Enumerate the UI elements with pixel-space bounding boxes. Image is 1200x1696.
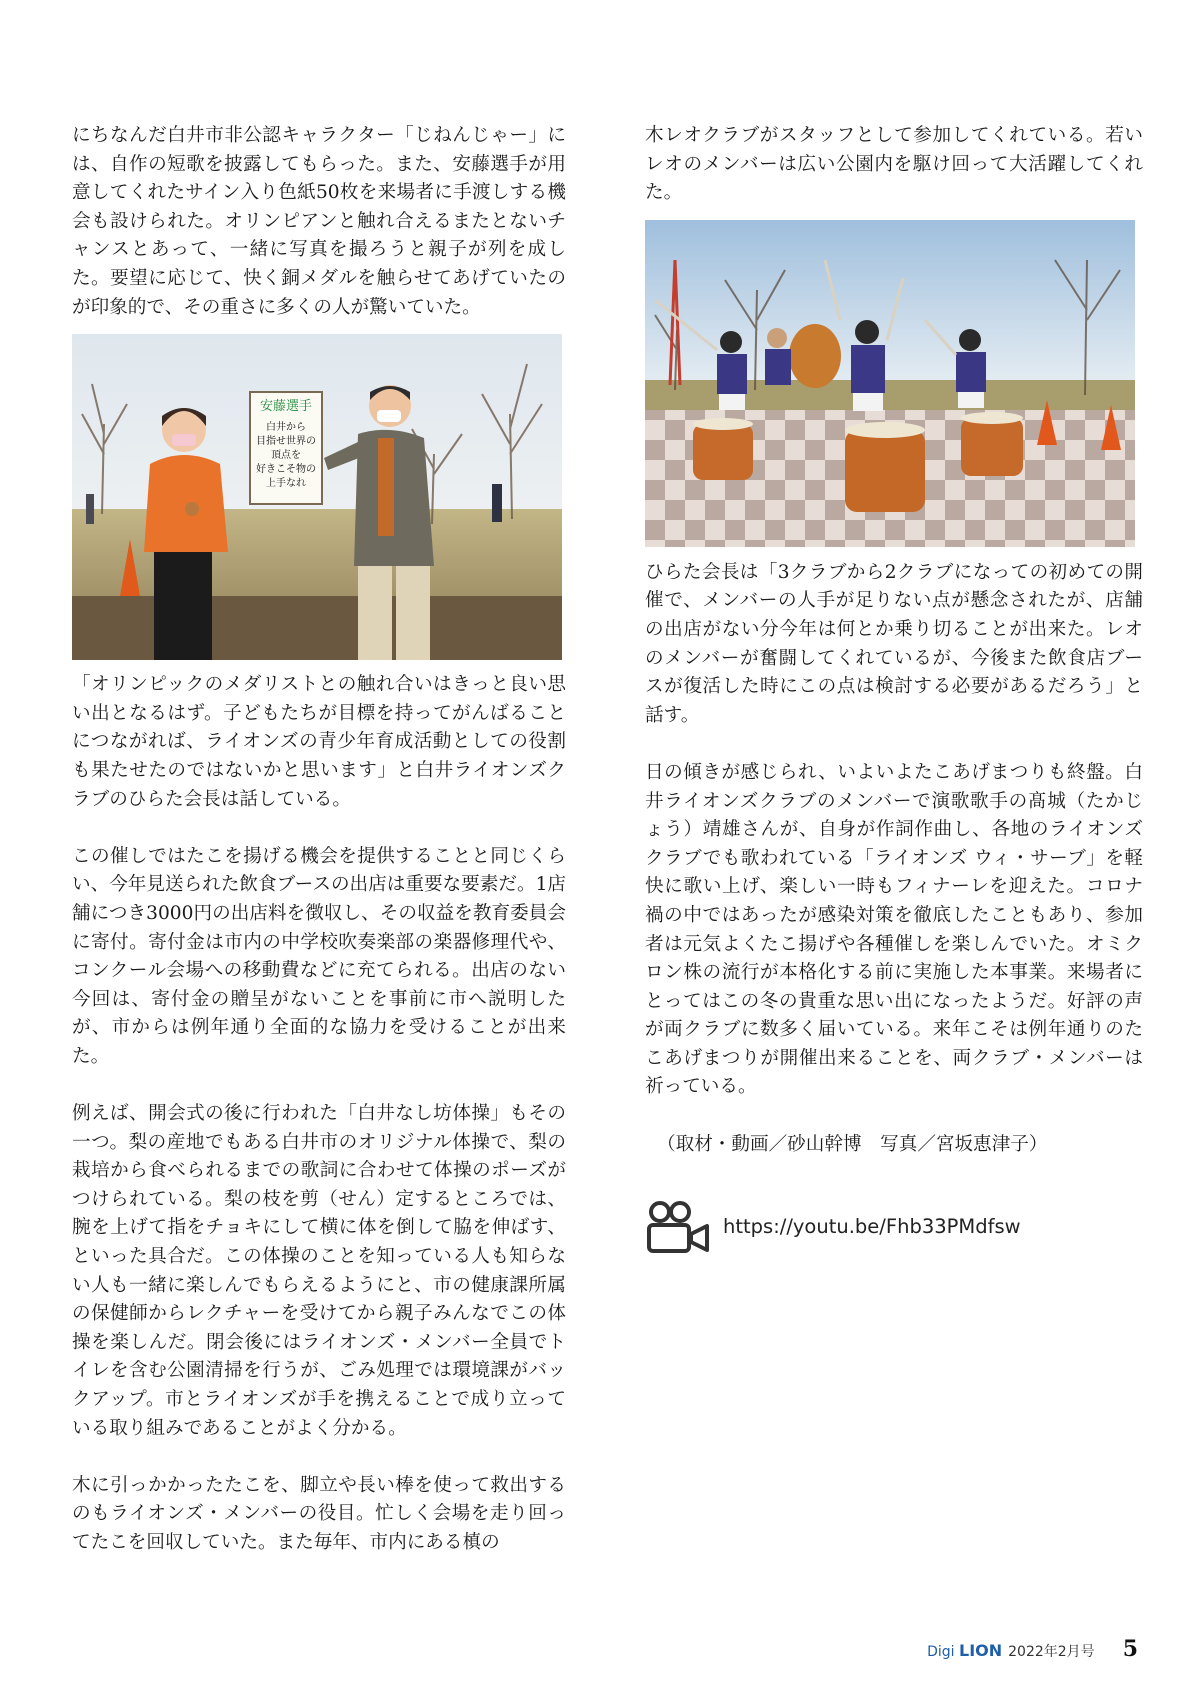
article-paragraph: 日の傾きが感じられ、いよいよたこあげまつりも終盤。白井ライオンズクラブのメンバーで演歌歌手の髙城（たかじょう）靖雄さんが、自身が作詞作曲し、各地のライオンズクラブでも歌われている「ライオンズ ウィ・サーブ」を軽快に歌い上げ、楽しい一時もフィナーレを迎えた。コロナ禍の中ではあったが感染対策を徹底したこともあり、参加者は元気よくたこ揚げや各種催しを楽しんでいた。オミクロン株の流行が本格化する前に実施した本事業。来場者にとってはこの冬の貴重な思い出になったようだ。好評の声が両クラブに数多く届いている。来年こそは例年通りのたこあげまつりが開催出来ることを、両クラブ・メンバーは祈っている。 — [645, 761, 1143, 1098]
video-camera-icon — [645, 1199, 711, 1255]
article-paragraph: 例えば、開会式の後に行われた「白井なし坊体操」もその一つ。梨の産地でもある白井市のオリジナル体操で、梨の栽培から食べられるまでの歌詞に合わせて体操のポーズがつけられている。梨の枝を剪（せん）定するところでは、腕を上げて指をチョキにして横に体を倒して脇を伸ばす、といった具合だ。この体操のことを知っている人も知らない人も一緒に楽しんでもらえるようにと、市の健康課所属の保健師からレクチャーを受けてから親子みんなでこの体操を楽しんだ。閉会後にはライオンズ・メンバー全員でトイレを含む公園清掃を行うが、ごみ処理では環境課がバックアップ。市とライオンズが手を携えることで成り立っている取り組みであることがよく分かる。 — [72, 1103, 566, 1439]
right-column — [645, 122, 1143, 1255]
magazine-brand — [927, 1641, 1002, 1660]
video-link-row[interactable] — [645, 1199, 1143, 1255]
signboard-line: 上手なれ — [266, 478, 306, 490]
left-column — [72, 122, 566, 1558]
page-number: 5 — [1122, 1636, 1138, 1662]
article-paragraph: 木レオクラブがスタッフとして参加してくれている。若いレオのメンバーは広い公園内を駆け回って大活躍してくれた。 — [645, 125, 1143, 204]
photo-credit: （取材・動画／砂山幹博 写真／宮坂恵津子） — [657, 1133, 1048, 1155]
brand-name: LION — [959, 1641, 1003, 1660]
photo-taiko-image — [645, 220, 1135, 547]
page-footer — [927, 1636, 1138, 1662]
video-url-link[interactable]: https://youtu.be/Fhb33PMdfsw — [723, 1214, 1021, 1238]
brand-prefix: Digi — [927, 1644, 955, 1660]
signboard-line: 頂点を — [271, 450, 301, 462]
article-paragraph: 木に引っかかったたこを、脚立や長い棒を使って救出するのもライオンズ・メンバーの役目。忙しく会場を走り回ってたこを回収していた。また毎年、市内にある槙の — [72, 1474, 566, 1553]
photo-medalist-image — [72, 334, 562, 660]
article-paragraph: ひらた会長は「3クラブから2クラブになっての初めての開催で、メンバーの人手が足りない点が懸念されたが、店舗の出店がない分今年は何とか乗り切ることが出来た。レオのメンバーが奮闘してくれているが、今後また飲食店ブースが復活した時にこの点は検討する必要があるだろう」と話す。 — [645, 561, 1143, 726]
signboard-line: 目指せ世界の — [256, 436, 316, 448]
signboard-title: 安藤選手 — [259, 399, 313, 415]
photo-medalist-signboard — [72, 334, 562, 660]
article-paragraph: この催しではたこを揚げる機会を提供することと同じくらい、今年見送られた飲食ブースの出店は重要な要素だ。1店舗につき3000円の出店料を徴収し、その収益を教育委員会に寄付。寄付金は市内の中学校吹奏楽部の楽器修理代や、コンクール会場への移動費などに充てられる。出店のない今回は、寄付金の贈呈がないことを事前に市へ説明したが、市からは例年通り全面的な協力を受けることが出来た。 — [72, 845, 566, 1067]
signboard-line: 白井から — [266, 422, 306, 434]
article-paragraph: にちなんだ白井市非公認キャラクター「じねんじゃー」には、自作の短歌を披露してもらった。また、安藤選手が用意してくれたサイン入り色紙50枚を来場者に手渡しする機会も設けられた。オリンピアンと触れ合えるまたとないチャンスとあって、一緒に写真を撮ろうと親子が列を成した。要望に応じて、快く銅メダルを触らせてあげていたのが印象的で、その重さに多くの人が驚いていた。 — [72, 125, 566, 318]
photo-taiko-drummers — [645, 220, 1135, 547]
article-paragraph: 「オリンピックのメダリストとの触れ合いはきっと良い思い出となるはず。子どもたちが目標を持ってがんばることにつながれば、ライオンズの青少年育成活動としての役割も果たせたのではないかと思います」と白井ライオンズクラブのひらた会長は話している。 — [72, 674, 566, 810]
signboard-line: 好きこそ物の — [256, 464, 316, 476]
issue-date: 2022年2月号 — [1008, 1644, 1095, 1660]
